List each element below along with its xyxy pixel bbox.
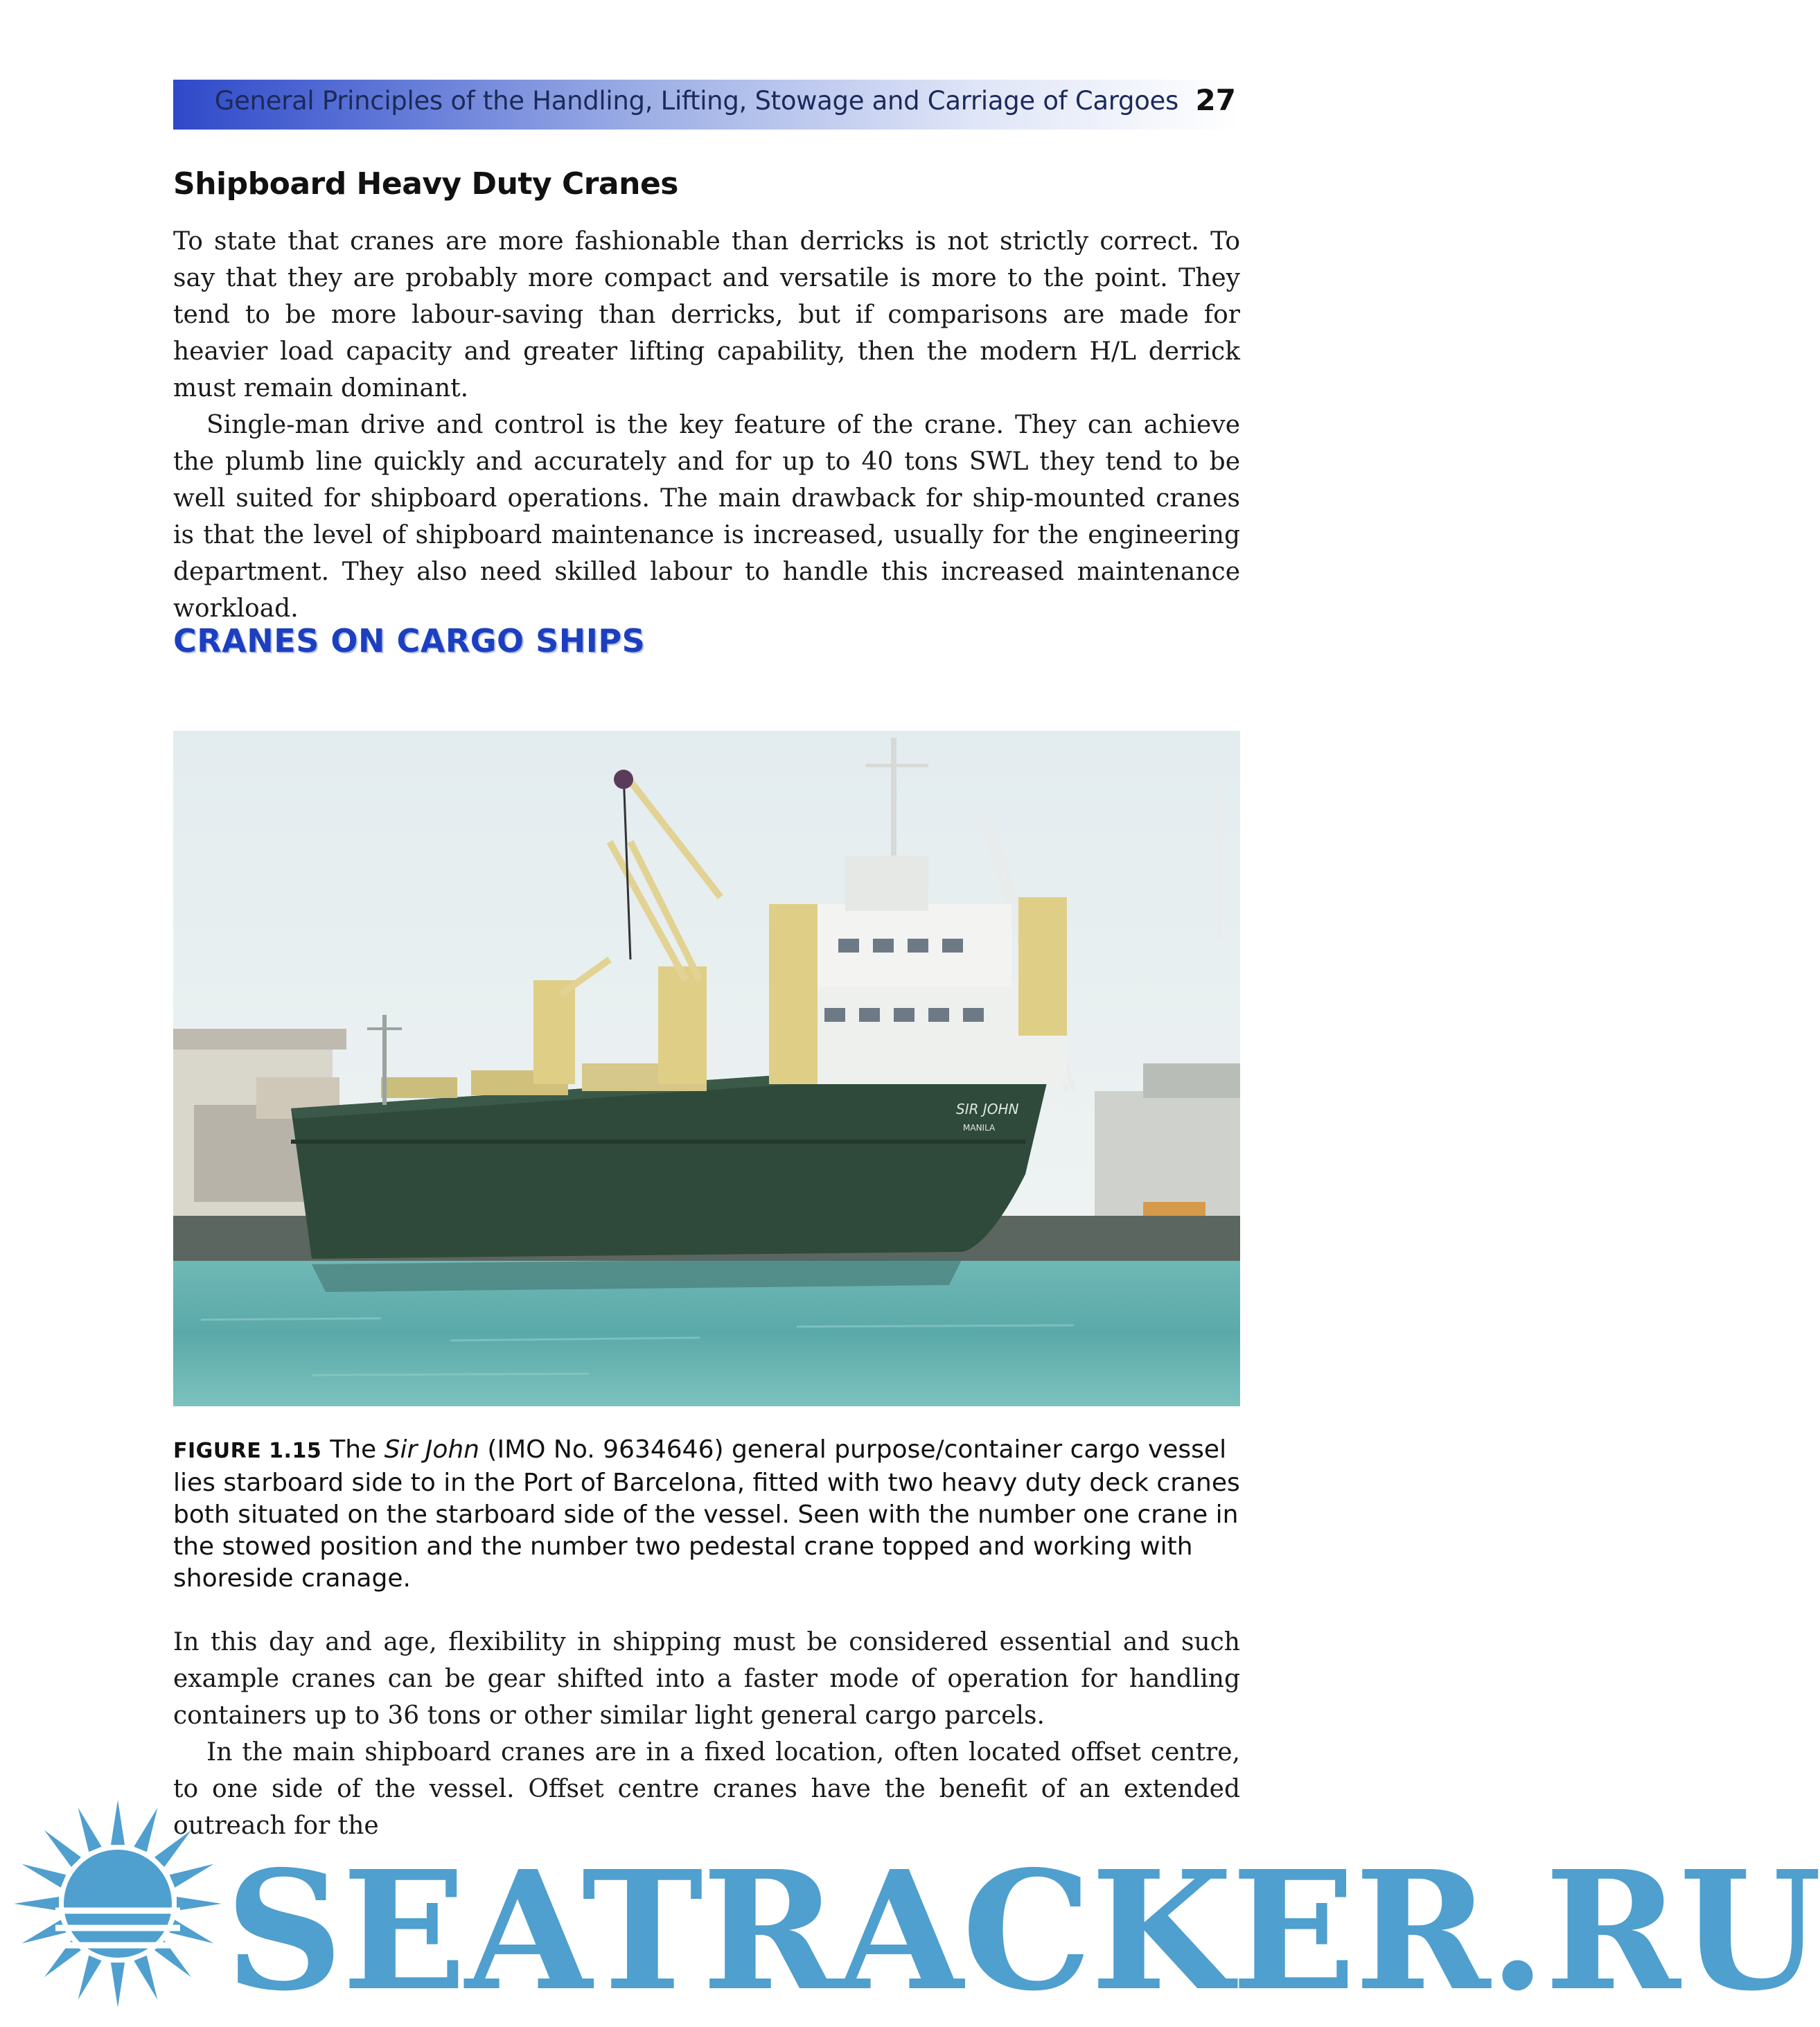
figure-label: FIGURE 1.15 xyxy=(173,1439,322,1463)
sun-icon xyxy=(14,1800,222,2008)
paragraph: To state that cranes are more fashionable than derricks is not strictly correct. To say that they are probably more compact and versatile is more to the point. They tend to be more labour-saving than derricks, but if comparisons are made for heavier load capacity and greater lifting capability, then the modern H/L derrick must remain dominant. xyxy=(173,227,1240,402)
section-heading: CRANES ON CARGO SHIPS xyxy=(173,622,646,660)
page-number: 27 xyxy=(1195,83,1236,117)
paragraph: In the main shipboard cranes are in a fixed location, often located offset centre, to one side of the vessel. Offset centre cranes have the benefit of an extended outreach for the xyxy=(173,1738,1240,1840)
figure-photo xyxy=(173,731,1240,1406)
subsection-body xyxy=(173,223,1240,627)
watermark-text: SEATRACKER.RU xyxy=(225,1834,1820,2027)
port-of-registry-label: MANILA xyxy=(963,1123,996,1133)
caption-text: (IMO No. 9634646) general purpose/container cargo vessel lies starboard side to in the Port of Barcelona, fitted with two heavy duty deck cranes both situated on the starboard side of the vessel. Seen with the number one crane in the stowed position and the number two pedestal crane topped and working with shoreside cranage. xyxy=(173,1435,1240,1593)
paragraph: Single-man drive and control is the key feature of the crane. They can achieve the plumb line quickly and accurately and for up to 40 tons SWL they tend to be well suited for shipboard operations. The main drawback for ship-mounted cranes is that the level of shipboard maintenance is increased, usually for the engineering department. They also need skilled labour to handle this increased maintenance workload. xyxy=(173,411,1240,623)
ship-name-label: SIR JOHN xyxy=(956,1101,1019,1117)
subsection-heading: Shipboard Heavy Duty Cranes xyxy=(173,166,678,202)
figure-caption xyxy=(173,1434,1240,1595)
ship-photo-illustration xyxy=(173,731,1240,1406)
caption-text-pre: The xyxy=(330,1435,385,1464)
running-header-title: General Principles of the Handling, Lifting, Stowage and Carriage of Cargoes xyxy=(214,86,1178,116)
paragraph: In this day and age, flexibility in shipping must be considered essential and such example cranes can be gear shifted into a faster mode of operation for handling containers up to 36 tons or other similar light general cargo parcels. xyxy=(173,1628,1240,1730)
caption-ship-name: Sir John xyxy=(384,1435,479,1464)
